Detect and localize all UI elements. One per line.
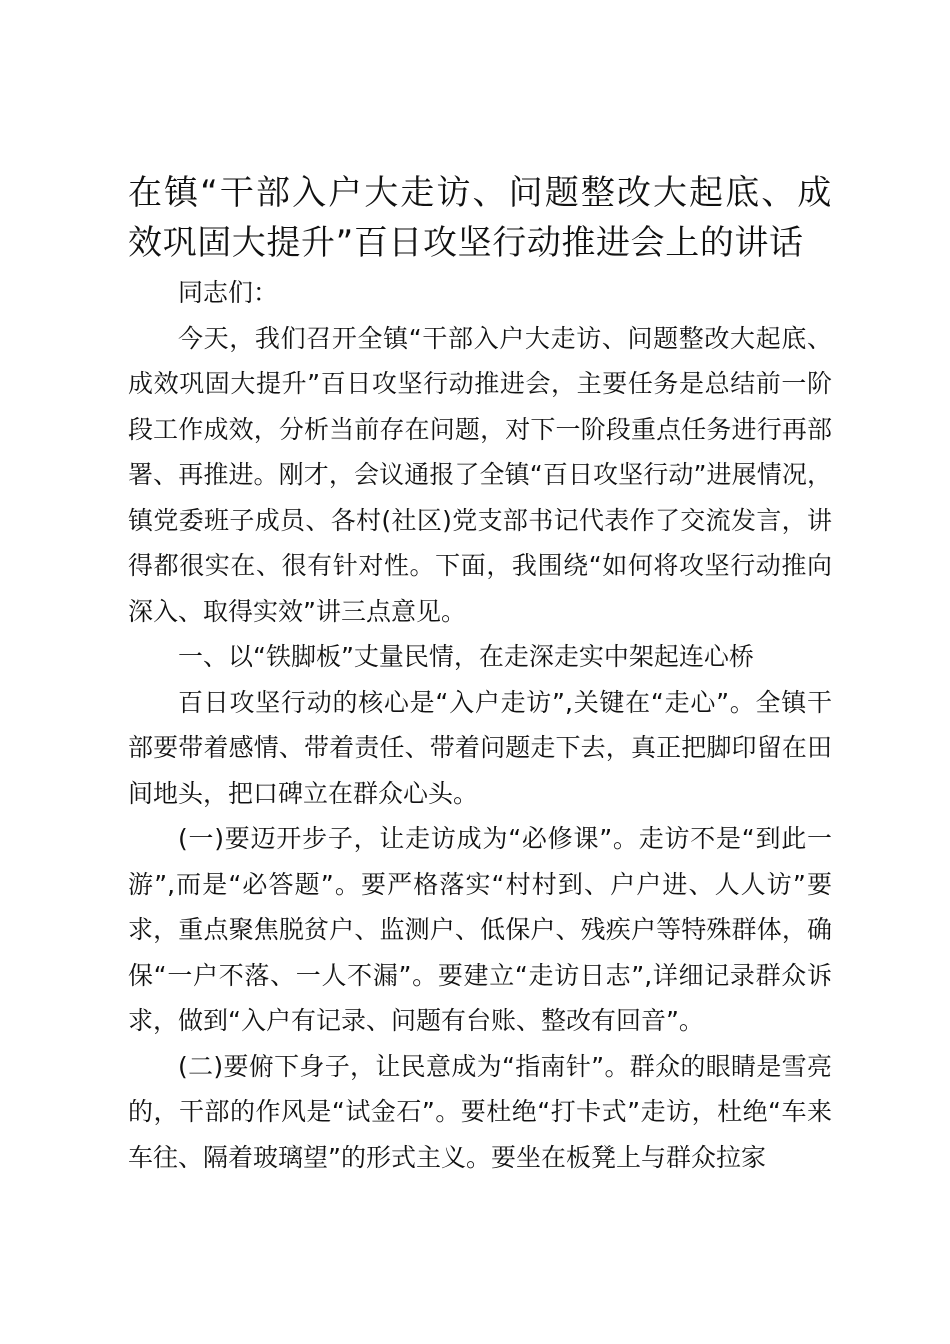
document-body — [128, 168, 832, 1180]
section-1-heading: 一、以“铁脚板”丈量民情，在走深走实中架起连心桥 — [178, 642, 754, 671]
salutation: 同志们： — [178, 278, 279, 307]
section-1-item-1-paragraph: (一)要迈开步子，让走访成为“必修课”。走访不是“到此一游”,而是“必答题”。要严格落实“村村到、户户进、人人访”要求，重点聚焦脱贫户、监测户、低保户、残疾户等特殊群体，确保“一户不落、一人不漏”。要建立“走访日志”,详细记录群众诉求，做到“入户有记录、问题有台账、整改有回音”。 — [128, 824, 832, 1035]
document-title: 在镇“干部入户大走访、问题整改大起底、成效巩固大提升”百日攻坚行动推进会上的讲话 — [128, 173, 832, 263]
opening-paragraph: 今天，我们召开全镇“干部入户大走访、问题整改大起底、成效巩固大提升”百日攻坚行动推进会，主要任务是总结前一阶段工作成效，分析当前存在问题，对下一阶段重点任务进行再部署、再推进。刚才，会议通报了全镇“百日攻坚行动”进展情况，镇党委班子成员、各村(社区)党支部书记代表作了交流发言，讲得都很实在、很有针对性。下面，我围绕“如何将攻坚行动推向深入、取得实效”讲三点意见。 — [128, 323, 832, 626]
section-1-item-2-paragraph: (二)要俯下身子，让民意成为“指南针”。群众的眼睛是雪亮的，干部的作风是“试金石”。要杜绝“打卡式”走访，杜绝“车来车往、隔着玻璃望”的形式主义。要坐在板凳上与群众拉家 — [128, 1051, 832, 1172]
section-1-intro-paragraph: 百日攻坚行动的核心是“入户走访”,关键在“走心”。全镇干部要带着感情、带着责任、带着问题走下去，真正把脚印留在田间地头，把口碑立在群众心头。 — [128, 687, 832, 808]
